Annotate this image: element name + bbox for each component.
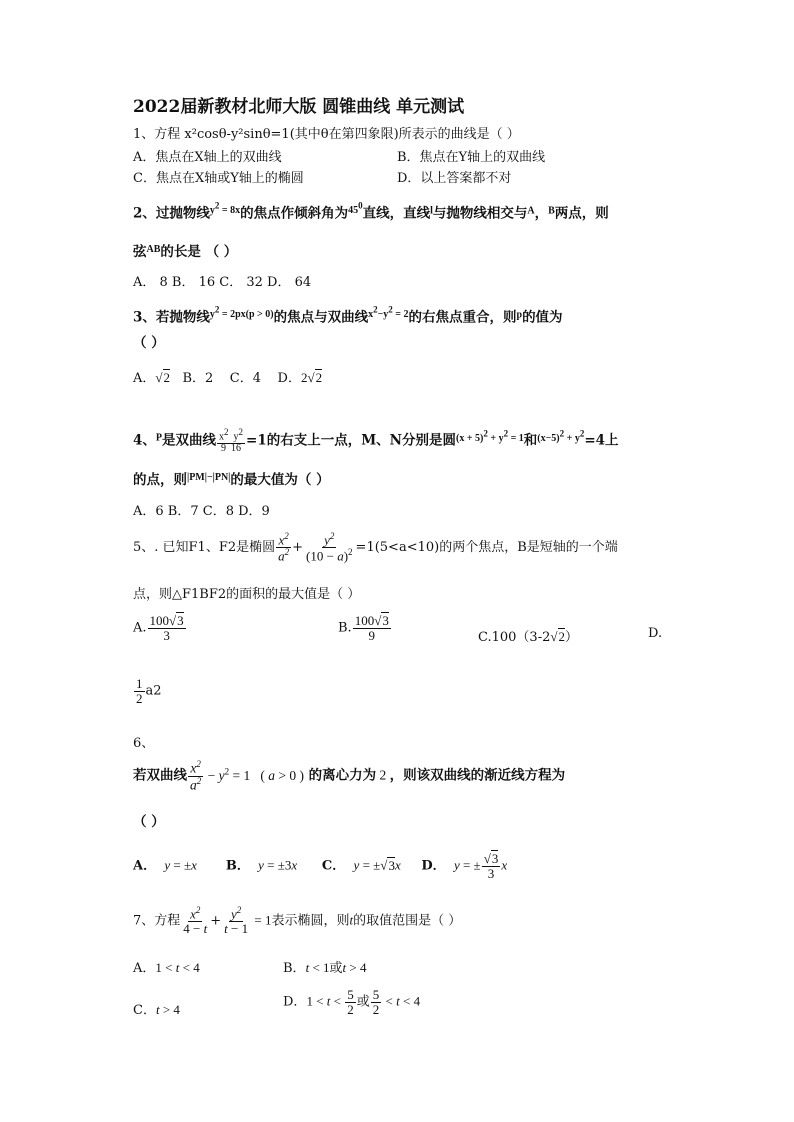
q4-options: A．6 B．7 C．8 D．9 [133,504,270,519]
q1-stem: 1、方程 x²cosθ-y²sinθ=1(其中θ在第四象限)所表示的曲线是（ ） [133,127,520,142]
q3-paren: （ ） [133,335,165,351]
q5-option-d-value: $\frac{1}{2}$ a2 [136,676,162,706]
q3-stem: 3、若抛物线$^{y^2 = 2px(p > 0)}$的焦点与双曲线$^{x^2-y^2 = 2}$的右焦点重合，则$^p$的值为 [133,305,563,326]
q4-line2: 的点，则$^{|PM|-|PN|}$的最大值为（ ） [133,472,330,488]
q5-stem: 5、. 已知F1、F2是椭圆 $\frac{x^2}{a^2}$ + $\frac{y^2}{(10 - a)^2}$ =1(5<a<10)的两个焦点，B是短轴的一个端 [133,531,618,564]
q6-stem: 若双曲线 $\frac{x^2}{a^2}$ − $y^2 = 1$ ( a > 0 ) 的离心力为 2 ，则该双曲线的渐近线方程为 [133,759,566,793]
q4-stem: 4、$^P$是双曲线 $\frac{x^2 y^2}{9 16}$ =1的右支上一点，M、N分别是圆$^{(x + 5)^2 + y^2 = 1}$和$^{(x-5)^2 + y^2}$=4上 [133,427,619,454]
q6-number: 6、 [133,736,155,751]
q1-option-b: B．焦点在Y轴上的双曲线 [397,150,546,165]
q5-option-c: C.100（3-2√2） [478,629,579,645]
q3-options: A．√2 B．2 C．4 D．2√2 [133,370,323,386]
q5-option-d-label: D. [648,626,663,641]
page-title: 2022届新教材北师大版 圆锥曲线 单元测试 [133,97,465,117]
q5-option-a: A. $\frac{100√3}{3}$ [133,613,184,643]
q7-option-d: D．1 < t < $\frac{5}{2}$ 或 $\frac{5}{2}$ < t < 4 [283,987,421,1017]
q5-line2: 点，则△F1BF2的面积的最大值是（ ） [133,587,361,602]
q7-option-a: A．1 < t < 4 [133,960,200,976]
q6-options: A． y = ±x B． y = ±3x C． y = ±√3x D． y = ± $\frac{√3}{3}$ x [133,851,508,881]
q5-option-b: B. $\frac{100√3}{9}$ [338,613,389,643]
q1-option-d: D．以上答案都不对 [397,171,512,186]
q6-paren: （ ） [133,814,165,830]
q1-option-a: A．焦点在X轴上的双曲线 [133,150,282,165]
q7-option-c: C．t > 4 [133,1002,180,1018]
q1-option-c: C．焦点在X轴或Y轴上的椭圆 [133,171,304,186]
q7-stem: 7、方程 $\frac{x^2}{4 - t}$ + $\frac{y^2}{t - 1}$ = 1表示椭圆，则t的取值范围是（ ） [133,905,462,936]
q2-stem: 2、过抛物线$^{y^2 = 8x}$的焦点作倾斜角为$^{45^0}$直线，直线$^l$与抛物线相交与$^A$，$^B$两点，则 [133,201,609,222]
q2-line2: 弦$^{AB}$的长是 （ ） [133,244,238,260]
q2-options: A． 8 B． 16 C． 32 D． 64 [133,275,312,290]
q7-option-b: B．t < 1或t > 4 [283,960,367,976]
